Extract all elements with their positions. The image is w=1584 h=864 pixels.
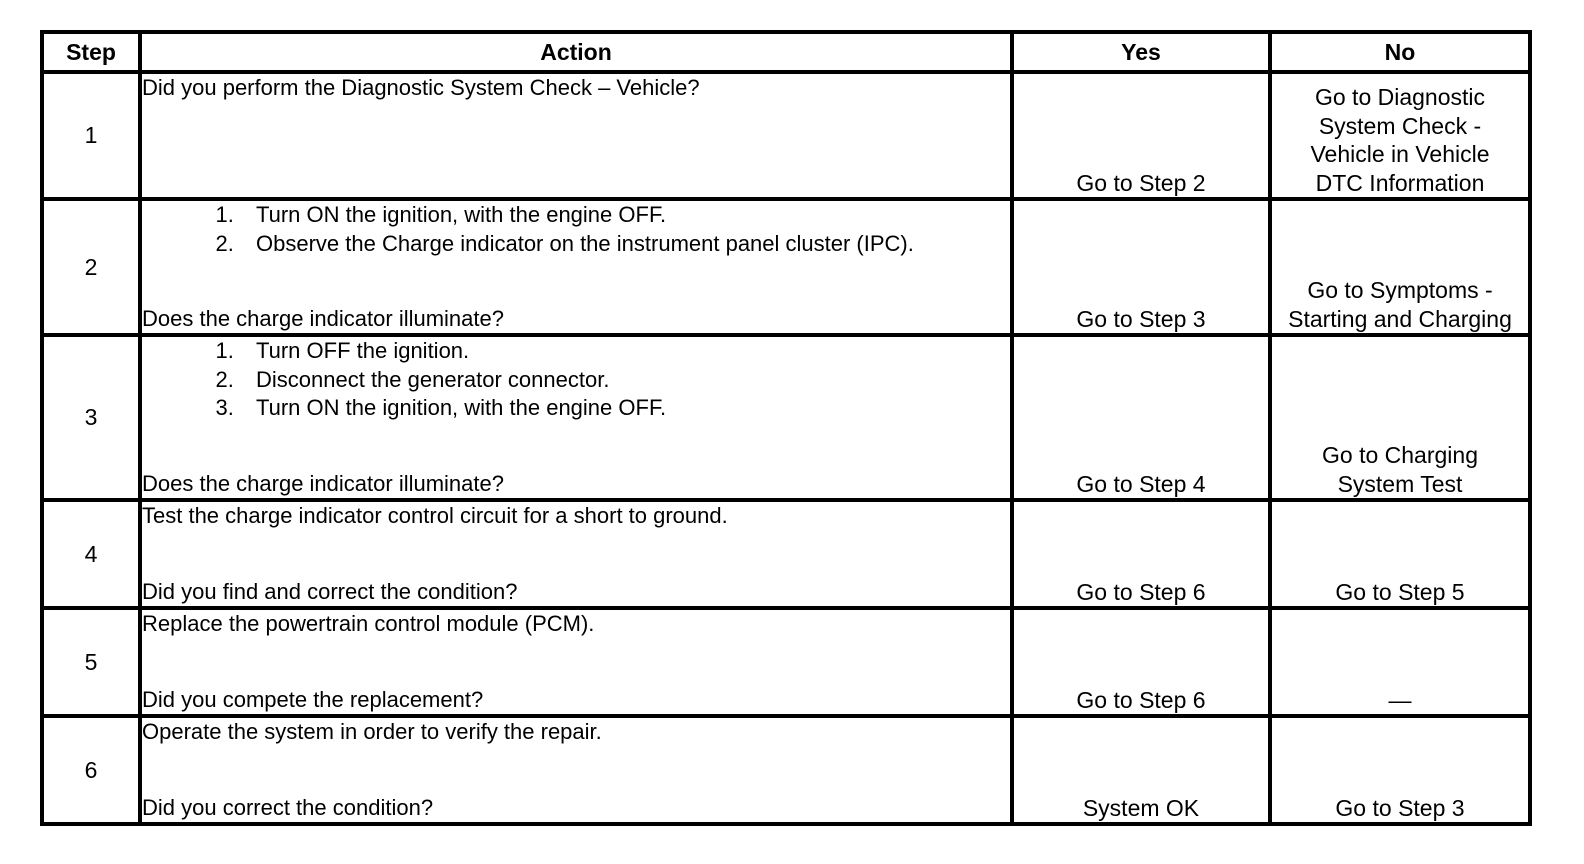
action-intro: Test the charge indicator control circuit for a short to ground. [142, 503, 728, 528]
procedure-item: 1. Turn ON the ignition, with the engine OFF. [240, 201, 1010, 230]
no-line: DTC Information [1315, 169, 1485, 196]
no-cell [1270, 716, 1530, 824]
step-number: 1 [42, 72, 140, 199]
table-row [42, 335, 1530, 500]
no-line: Go to Step 5 [1335, 578, 1465, 605]
procedure-item: 1. Turn OFF the ignition. [240, 337, 1010, 366]
no-cell [1270, 608, 1530, 716]
step-number: 4 [42, 500, 140, 608]
action-cell [140, 199, 1012, 335]
action-intro: Did you perform the Diagnostic System Check – Vehicle? [142, 75, 700, 100]
action-cell [140, 716, 1012, 824]
no-cell [1270, 335, 1530, 500]
table-row [42, 500, 1530, 608]
step-number: 6 [42, 716, 140, 824]
yes-cell: Go to Step 6 [1012, 500, 1270, 608]
yes-cell: Go to Step 4 [1012, 335, 1270, 500]
procedure-list [142, 337, 1010, 423]
table-row [42, 199, 1530, 335]
action-question: Does the charge indicator illuminate? [142, 470, 504, 496]
no-line: Go to Diagnostic [1314, 84, 1486, 110]
action-cell [140, 72, 1012, 199]
no-line: System Test [1337, 470, 1463, 497]
action-question: Did you correct the condition? [142, 794, 434, 820]
procedure-item: 3. Turn ON the ignition, with the engine OFF. [240, 394, 1010, 423]
no-cell [1270, 500, 1530, 608]
header-row [42, 32, 1530, 72]
action-question: Did you compete the replacement? [142, 686, 484, 712]
no-line: Go to Symptoms - [1307, 277, 1493, 303]
table-row [42, 716, 1530, 824]
no-line: Vehicle in Vehicle [1310, 141, 1490, 167]
no-cell [1270, 72, 1530, 199]
no-line: Starting and Charging [1288, 305, 1512, 332]
table-row [42, 608, 1530, 716]
no-line: Go to Charging [1322, 442, 1478, 468]
header-yes: Yes [1012, 32, 1270, 72]
yes-cell: Go to Step 2 [1012, 72, 1270, 199]
procedure-item: 2. Observe the Charge indicator on the instrument panel cluster (IPC). [240, 230, 1010, 259]
table-row [42, 72, 1530, 199]
no-line: — [1388, 686, 1412, 713]
procedure-list [142, 201, 1010, 258]
no-line: Go to Step 3 [1335, 794, 1465, 821]
step-number: 5 [42, 608, 140, 716]
action-cell [140, 500, 1012, 608]
header-no: No [1270, 32, 1530, 72]
action-cell [140, 608, 1012, 716]
action-cell [140, 335, 1012, 500]
yes-cell: Go to Step 3 [1012, 199, 1270, 335]
procedure-item: 2. Disconnect the generator connector. [240, 366, 1010, 395]
action-question: Did you find and correct the condition? [142, 578, 518, 604]
action-intro: Operate the system in order to verify the repair. [142, 719, 602, 744]
header-step: Step [42, 32, 140, 72]
header-action: Action [140, 32, 1012, 72]
yes-cell: Go to Step 6 [1012, 608, 1270, 716]
diagnostic-table [40, 30, 1532, 826]
step-number: 3 [42, 335, 140, 500]
action-intro: Replace the powertrain control module (PCM). [142, 611, 595, 636]
step-number: 2 [42, 199, 140, 335]
no-line: System Check - [1318, 112, 1482, 139]
action-question: Does the charge indicator illuminate? [142, 305, 504, 331]
yes-cell: System OK [1012, 716, 1270, 824]
no-cell [1270, 199, 1530, 335]
